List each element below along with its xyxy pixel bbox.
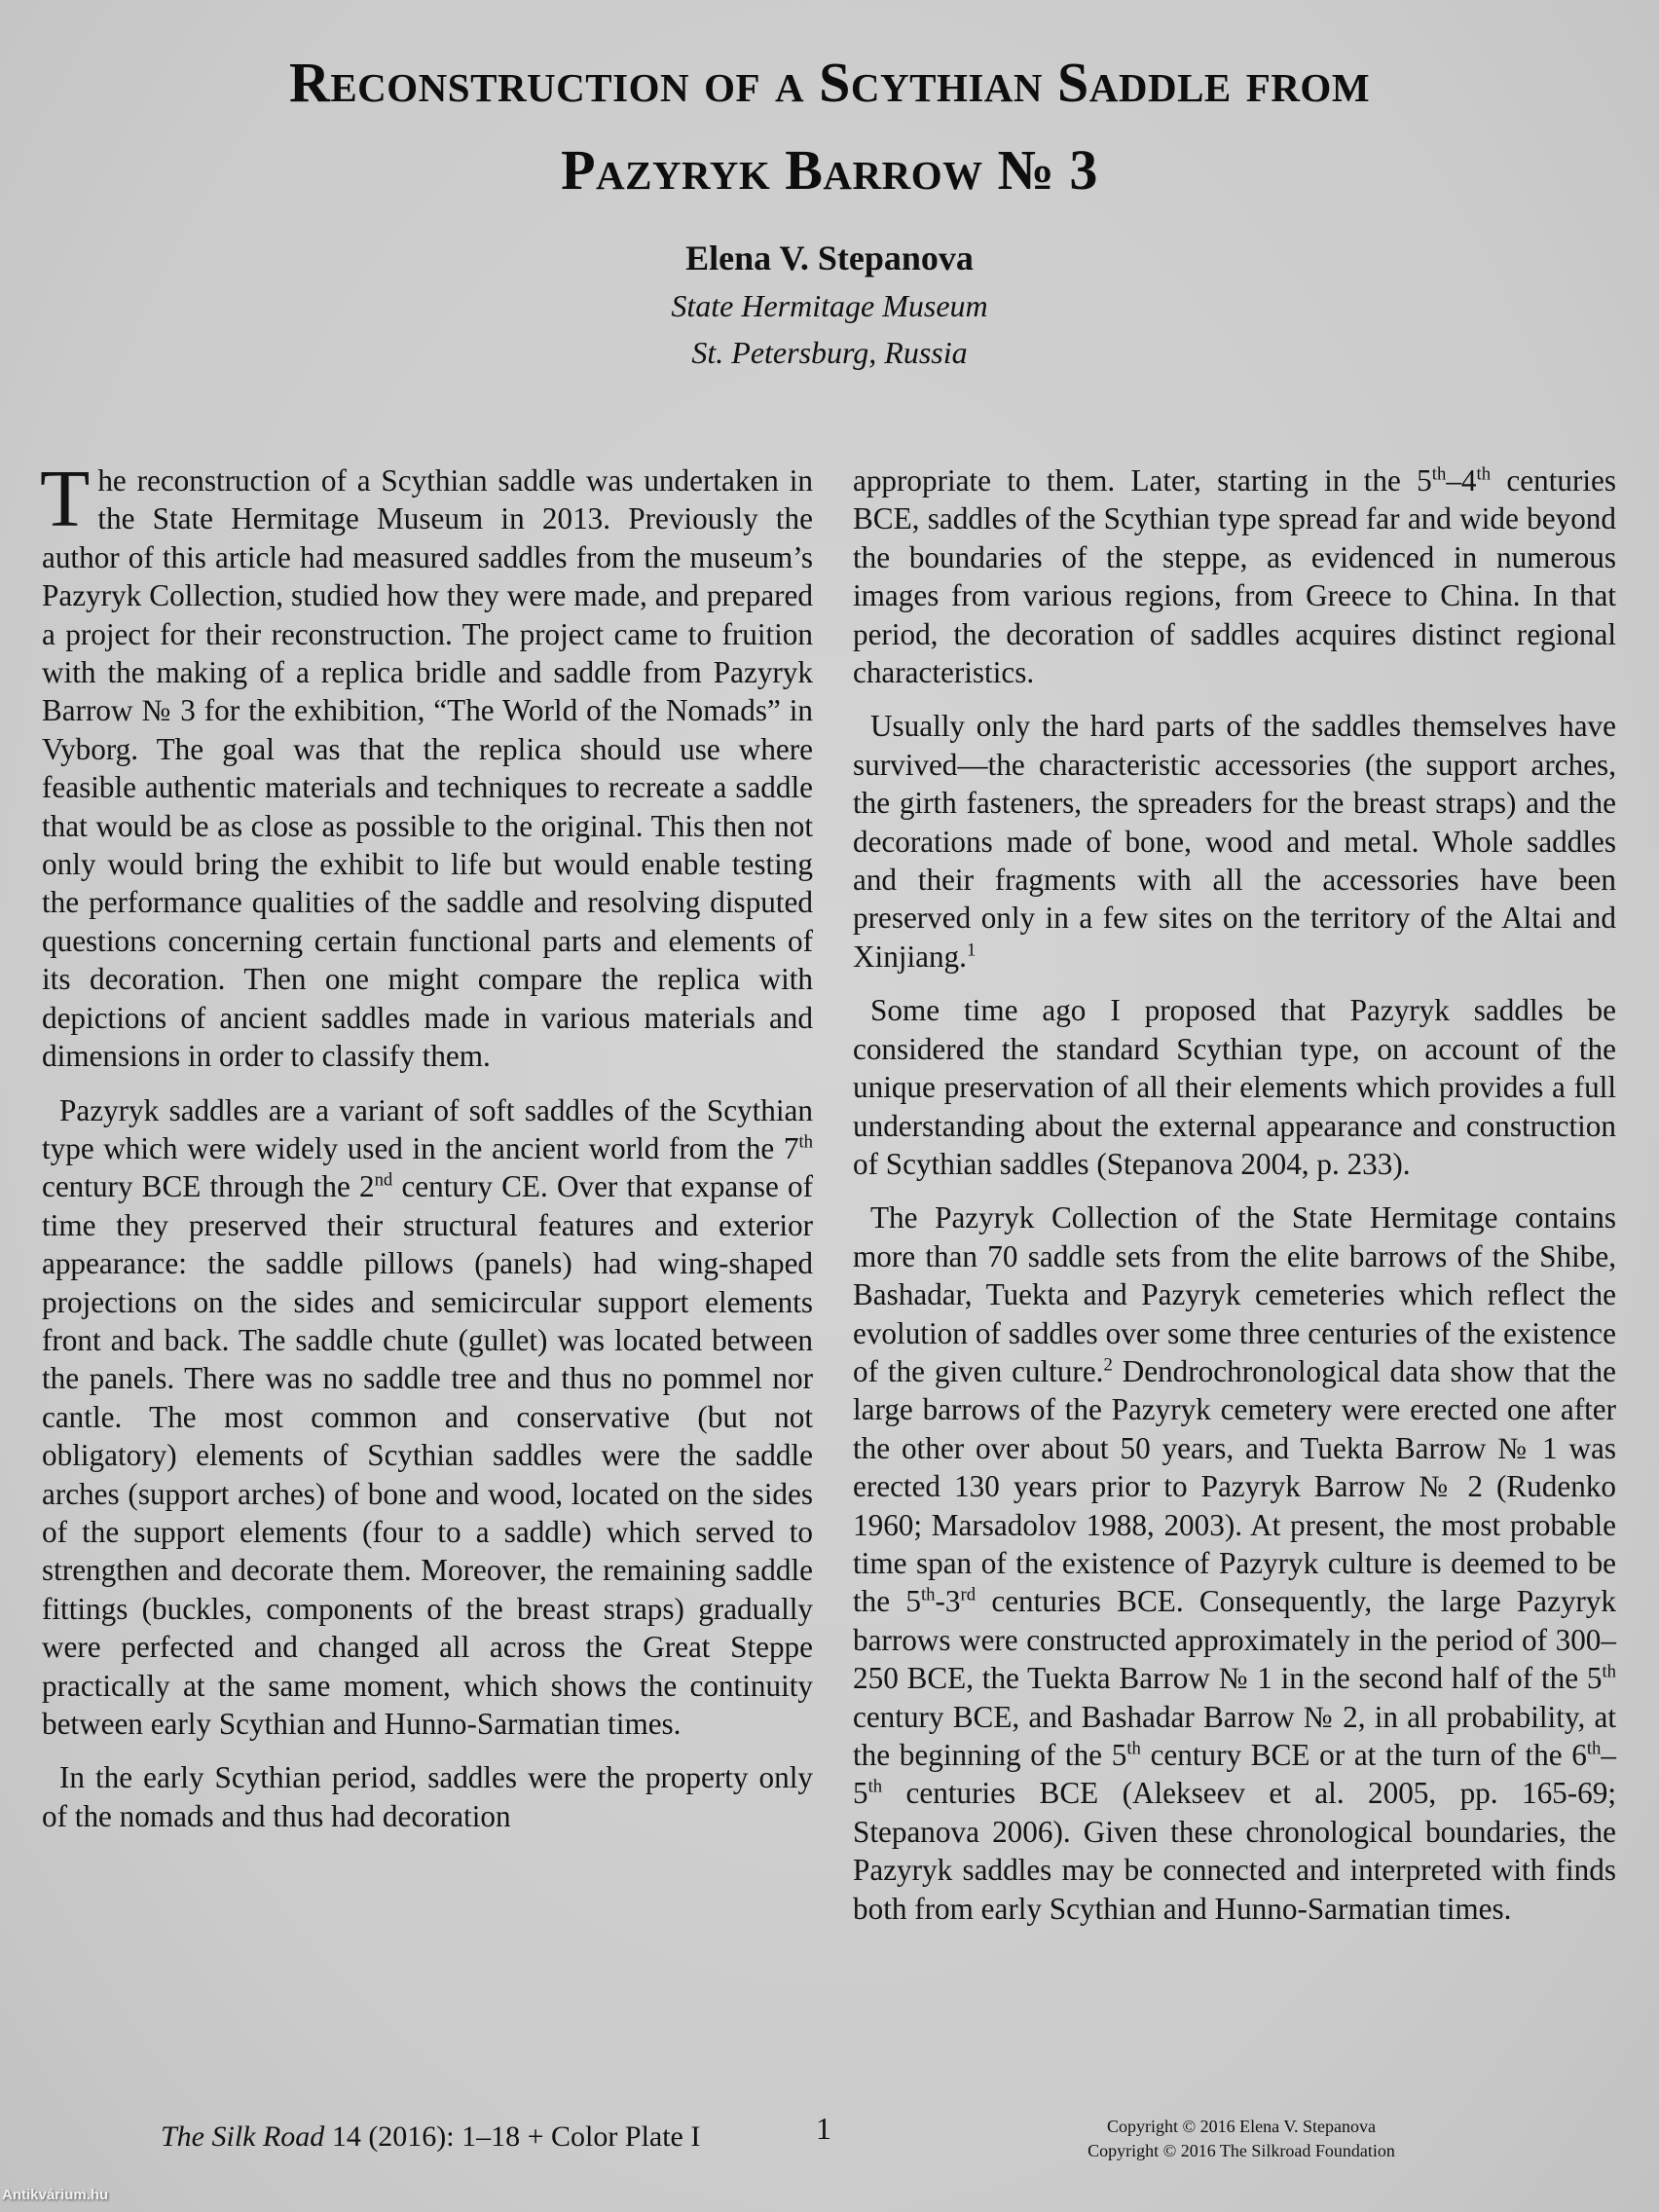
title-line-1: Reconstruction of a Scythian Saddle from xyxy=(288,51,1371,114)
copyright-block xyxy=(1022,2115,1460,2163)
paragraph-6: The Pazyryk Collection of the State Hermitage contains more than 70 saddle sets from the elite barrows of the Shibe, Bashadar, Tuekta and Pazyryk cemeteries which reflect the evolution of saddles over some three centuries of the existence of the given culture.$^2$ Dendrochronological data show that the large barrows of the Pazyryk cemetery were erected one after the other over about 50 years, and Tuekta Barrow № 1 was erected 130 years prior to Pazyryk Barrow № 2 (Rudenko 1960; Marsadolov 1988, 2003). At present, the most probable time span of the existence of Pazyryk culture is deemed to be the 5th-3rd centuries BCE. Consequently, the large Pazyryk barrows were constructed approximately in the period of 300–250 BCE, the Tuekta Barrow № 1 in the second half of the 5th century BCE, and Bashadar Barrow № 2, in all probability, at the beginning of the 5th century BCE or at the turn of the 6th–5th centuries BCE (Alekseev et al. 2005, pp. 165-69; Stepanova 2006). Given these chronological boundaries, the Pazyryk saddles may be connected and interpreted with finds both from early Scythian and Hunno-Sarmatian times. xyxy=(853,1200,1616,1926)
journal-name: The Silk Road xyxy=(161,2120,325,2153)
paragraph-continued: appropriate to them. Later, starting in the 5th–4th centuries BCE, saddles of the Scythian type spread far and wide beyond the boundaries of the steppe, as evidenced in numerous images from various regions, from Greece to China. In that period, the decoration of saddles acquires distinct regional characteristics. xyxy=(853,463,1616,690)
paragraph-3: In the early Scythian period, saddles were the property only of the nomads and thus had decoration xyxy=(42,1760,813,1833)
paragraph-5: Some time ago I proposed that Pazyryk saddles be considered the standard Scythian type, on account of the unique preservation of all their elements which provides a full understanding about the external appearance and construction of Scythian saddles (Stepanova 2004, p. 233). xyxy=(853,993,1616,1181)
paragraph-4: Usually only the hard parts of the saddles themselves have survived—the characteristic accessories (the support arches, the girth fasteners, the spreaders for the breast straps) and the decorations made of bone, wood and metal. Whole saddles and their fragments with all the accessories have been preserved only in a few sites on the territory of the Altai and Xinjiang.$^1$ xyxy=(853,709,1616,974)
drop-cap: T xyxy=(40,454,91,544)
article-title xyxy=(0,39,1659,214)
author-block xyxy=(0,234,1659,376)
right-column xyxy=(853,461,1616,1943)
left-column xyxy=(40,454,813,1851)
paragraph-2: Pazyryk saddles are a variant of soft saddles of the Scythian type which were widely used in the ancient world from the 7th century BCE through the 2nd century CE. Over that expanse of time they preserved their structural features and exterior appearance: the saddle pillows (panels) had wing-shaped projections on the sides and semicircular support elements front and back. The saddle chute (gullet) was located between the panels. There was no saddle tree and thus no pommel nor cantle. The most common and conservative (but not obligatory) elements of Scythian saddles were the saddle arches (support arches) of bone and wood, located on the sides of the support elements (four to a saddle) which served to strengthen and decorate them. Moreover, the remaining saddle fittings (buckles, components of the breast straps) gradually were perfected and changed all across the Great Steppe practically at the same moment, which shows the continuity between early Scythian and Hunno-Sarmatian times. xyxy=(42,1092,813,1741)
copyright-foundation: Copyright © 2016 The Silkroad Foundation xyxy=(1088,2141,1395,2160)
affiliation-location: St. Petersburg, Russia xyxy=(691,335,968,370)
footnote-ref-1[interactable]: 1 xyxy=(966,940,977,961)
copyright-author: Copyright © 2016 Elena V. Stepanova xyxy=(1107,2117,1376,2136)
journal-citation xyxy=(161,2120,700,2154)
page-number: 1 xyxy=(816,2111,831,2146)
title-line-2: Pazyryk Barrow № 3 xyxy=(561,138,1098,202)
journal-details: 14 (2016): 1–18 + Color Plate I xyxy=(324,2120,701,2153)
paragraph-1: The reconstruction of a Scythian saddle was undertaken in the State Hermitage Museum in 2013. Previously the author of this article had measured saddles from the museum’s Pazyryk Collection, studied how they were made, and prepared a project for their reconstruction. The project came to fruition with the making of a replica bridle and saddle from Pazyryk Barrow № 3 for the exhibition, “The World of the Nomads” in Vyborg. The goal was that the replica should use where feasible authentic materials and techniques to recreate a saddle that would be as close as possible to the original. This then not only would bring the exhibit to life but would enable testing the performance qualities of the saddle and resolving disputed questions concerning certain functional parts and elements of its decoration. Then one might compare the replica with depictions of ancient saddles made in various materials and dimensions in order to classify them. xyxy=(40,454,813,1074)
watermark: Antikvárium.hu xyxy=(2,2187,109,2203)
author-name: Elena V. Stepanova xyxy=(685,239,974,277)
footnote-ref-2[interactable]: 2 xyxy=(1103,1354,1113,1376)
affiliation-institution: State Hermitage Museum xyxy=(671,288,988,323)
